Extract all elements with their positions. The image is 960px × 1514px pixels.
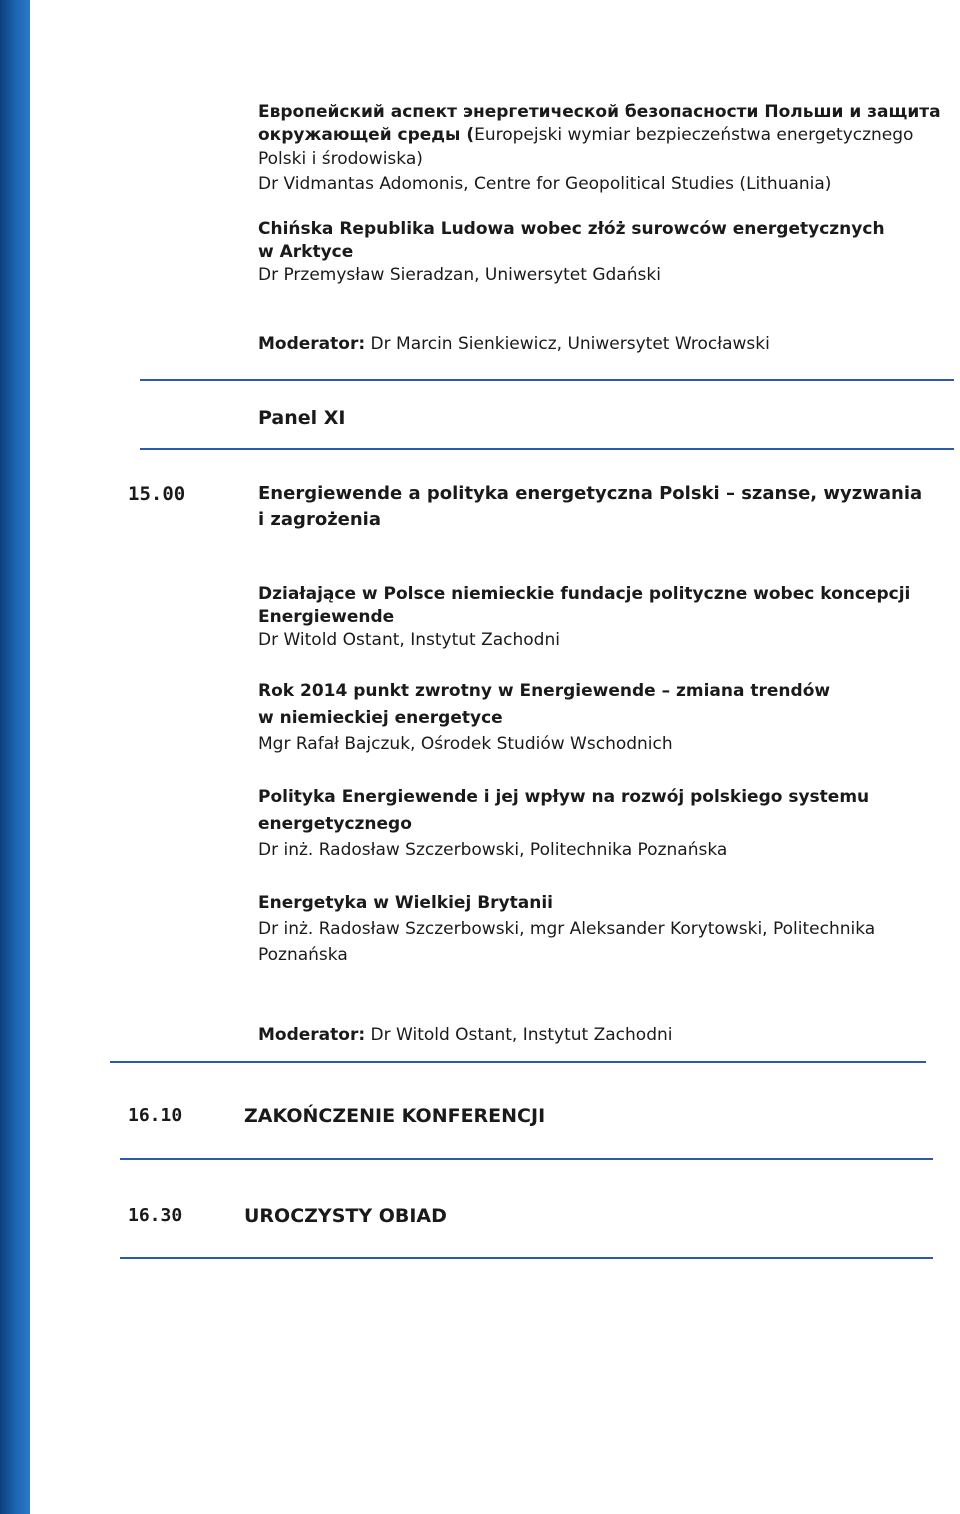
dinner-title: UROCZYSTY OBIAD <box>244 1205 447 1227</box>
divider-3 <box>110 1061 926 1063</box>
panel-talk-3-title-line1: Polityka Energiewende i jej wpływ na rozwój polskiego systemu <box>258 787 870 807</box>
divider-1 <box>140 379 954 381</box>
panel-time: 15.00 <box>128 483 186 505</box>
panel-talk-1-title-line2: Energiewende <box>258 607 395 627</box>
closing-time: 16.10 <box>128 1105 183 1126</box>
talk-china-title-line1: Chińska Republika Ludowa wobec złóż surowców energetycznych <box>258 219 885 239</box>
divider-4 <box>120 1158 933 1160</box>
moderator-1-name: Dr Marcin Sienkiewicz, Uniwersytet Wrocławski <box>370 334 770 354</box>
panel-talk-3-title-line2: energetycznego <box>258 814 412 834</box>
moderator-1 <box>258 333 770 356</box>
moderator-2-name: Dr Witold Ostant, Instytut Zachodni <box>370 1025 673 1045</box>
panel-talk-4-speaker-line2: Poznańska <box>258 945 348 965</box>
talk-china-speaker: Dr Przemysław Sieradzan, Uniwersytet Gdański <box>258 265 661 285</box>
divider-5 <box>120 1257 933 1259</box>
moderator-1-label: Moderator: <box>258 334 366 354</box>
talk-ru-title-line2-bold: окружающей среды ( <box>258 125 475 145</box>
talk-ru-title-line2-rest: Europejski wymiar bezpieczeństwa energetycznego <box>474 125 914 145</box>
panel-talk-1-speaker: Dr Witold Ostant, Instytut Zachodni <box>258 630 560 650</box>
panel-talk-2-title-line2: w niemieckiej energetyce <box>258 708 503 728</box>
panel-talk-2-speaker: Mgr Rafał Bajczuk, Ośrodek Studiów Wschodnich <box>258 734 673 754</box>
divider-2 <box>140 448 954 450</box>
talk-ru-title-line3: Polski i środowiska) <box>258 149 423 169</box>
talk-china-title-line2: w Arktyce <box>258 242 354 262</box>
panel-title: Panel XI <box>258 407 346 429</box>
talk-ru-title-line2 <box>258 124 913 147</box>
talk-ru-title-line1: Европейский аспект энергетической безопасности Польши и защита <box>258 102 941 122</box>
panel-talk-3-speaker: Dr inż. Radosław Szczerbowski, Politechnika Poznańska <box>258 840 728 860</box>
moderator-2 <box>258 1024 673 1047</box>
talk-ru-speaker: Dr Vidmantas Adomonis, Centre for Geopolitical Studies (Lithuania) <box>258 174 832 194</box>
dinner-time: 16.30 <box>128 1205 183 1226</box>
moderator-2-label: Moderator: <box>258 1025 366 1045</box>
panel-talk-2-title-line1: Rok 2014 punkt zwrotny w Energiewende – zmiana trendów <box>258 681 831 701</box>
panel-talk-4-title-line1: Energetyka w Wielkiej Brytanii <box>258 893 553 913</box>
panel-talk-1-title-line1: Działające w Polsce niemieckie fundacje polityczne wobec koncepcji <box>258 584 911 604</box>
panel-topic-line1: Energiewende a polityka energetyczna Polski – szanse, wyzwania <box>258 483 923 504</box>
panel-talk-4-speaker-line1: Dr inż. Radosław Szczerbowski, mgr Aleksander Korytowski, Politechnika <box>258 919 876 939</box>
panel-topic-line2: i zagrożenia <box>258 509 382 530</box>
closing-title: ZAKOŃCZENIE KONFERENCJI <box>244 1105 546 1127</box>
side-accent-bar <box>0 0 30 1514</box>
